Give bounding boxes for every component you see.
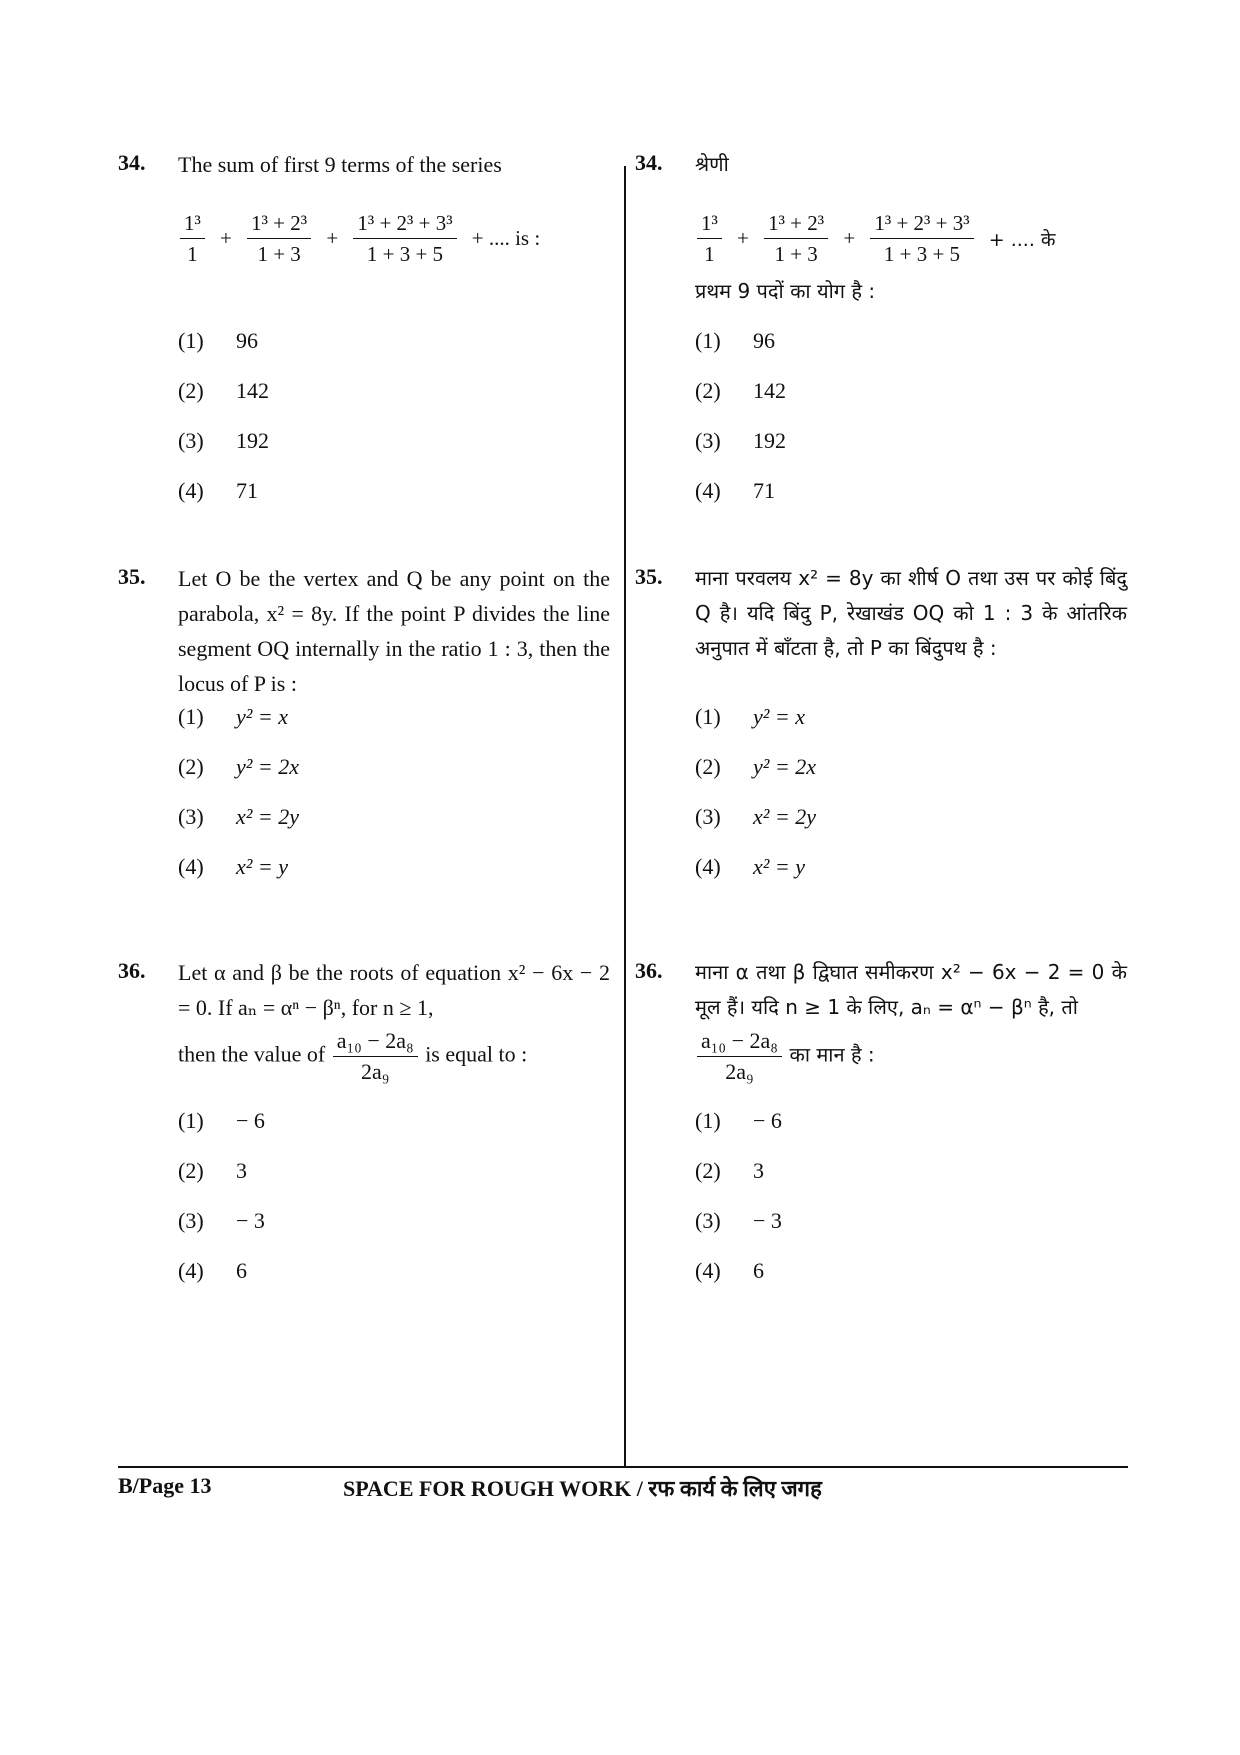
option-4[interactable]: (4) 6 bbox=[695, 1258, 764, 1283]
question-text: Let α and β be the roots of equation x² − 6x − 2 = 0. If aₙ = αⁿ − βⁿ, for n ≥ 1, bbox=[178, 960, 610, 1020]
series-tail: + .... is : bbox=[471, 226, 541, 250]
option-4[interactable]: (4) 71 bbox=[695, 478, 775, 503]
option-3[interactable]: (3) 192 bbox=[178, 428, 269, 453]
question-text-after: प्रथम 9 पदों का योग है : bbox=[695, 279, 876, 303]
question-number: 34. bbox=[635, 150, 663, 175]
option-4[interactable]: (4) 71 bbox=[178, 478, 258, 503]
question-number: 36. bbox=[635, 958, 663, 983]
option-3[interactable]: (3) − 3 bbox=[178, 1208, 265, 1233]
option-2[interactable]: (2) 3 bbox=[695, 1158, 764, 1183]
option-2[interactable]: (2) y² = 2x bbox=[178, 754, 299, 779]
fraction-term-1: $\frac{\text{1³}}{1}$ bbox=[697, 208, 722, 269]
option-3[interactable]: (3) x² = 2y bbox=[178, 804, 299, 829]
option-3[interactable]: (3) x² = 2y bbox=[695, 804, 816, 829]
question-number: 35. bbox=[118, 564, 146, 589]
question-number: 34. bbox=[118, 150, 146, 175]
rough-work-label: SPACE FOR ROUGH WORK / रफ कार्य के लिए जगह bbox=[343, 1476, 822, 1501]
fraction-term-2: $\frac{\text{1³ + 2³}}{1 + 3}$ bbox=[764, 208, 828, 269]
fraction-expression: $\frac{\text{a₁₀ − 2a₈}}{\text{2a₉}}$ bbox=[333, 1026, 418, 1087]
question-number: 36. bbox=[118, 958, 146, 983]
series-expression: $\frac{\text{1³}}{1}$ + $\frac{\text{1³ + 2³}}{1 + 3}$ + $\frac{\text{1³ + 2³ + 3³}}{1 + 3 + 5}$ + .... के bbox=[695, 208, 1064, 269]
option-1[interactable]: (1) 96 bbox=[178, 328, 258, 353]
question-text: The sum of first 9 terms of the series bbox=[178, 152, 502, 177]
option-2[interactable]: (2) 142 bbox=[178, 378, 269, 403]
option-1[interactable]: (1) y² = x bbox=[178, 704, 288, 729]
option-4[interactable]: (4) x² = y bbox=[178, 854, 288, 879]
column-divider bbox=[624, 166, 626, 1466]
fraction-term-3: $\frac{\text{1³ + 2³ + 3³}}{1 + 3 + 5}$ bbox=[353, 208, 456, 269]
option-1[interactable]: (1) − 6 bbox=[695, 1108, 782, 1133]
question-text: माना α तथा β द्विघात समीकरण x² − 6x − 2 = 0 के मूल हैं। यदि n ≥ 1 के लिए, aₙ = αⁿ − βⁿ है, तो bbox=[695, 960, 1127, 1019]
fraction-expression: $\frac{\text{a₁₀ − 2a₈}}{\text{2a₉}}$ bbox=[697, 1026, 782, 1087]
page-number: B/Page 13 bbox=[118, 1473, 212, 1498]
series-expression: $\frac{\text{1³}}{1}$ + $\frac{\text{1³ + 2³}}{1 + 3}$ + $\frac{\text{1³ + 2³ + 3³}}{1 + 3 + 5}$ + .... is : bbox=[178, 208, 548, 269]
option-2[interactable]: (2) 142 bbox=[695, 378, 786, 403]
option-3[interactable]: (3) − 3 bbox=[695, 1208, 782, 1233]
option-1[interactable]: (1) − 6 bbox=[178, 1108, 265, 1133]
option-4[interactable]: (4) 6 bbox=[178, 1258, 247, 1283]
option-4[interactable]: (4) x² = y bbox=[695, 854, 805, 879]
option-2[interactable]: (2) 3 bbox=[178, 1158, 247, 1183]
question-number: 35. bbox=[635, 564, 663, 589]
option-1[interactable]: (1) y² = x bbox=[695, 704, 805, 729]
fraction-term-2: $\frac{\text{1³ + 2³}}{1 + 3}$ bbox=[247, 208, 311, 269]
question-text: माना परवलय x² = 8y का शीर्ष O तथा उस पर कोई बिंदु Q है। यदि बिंदु P, रेखाखंड OQ को 1 : 3 के आंतरिक अनुपात में बाँटता है, तो P का बिंदुपथ है : bbox=[695, 566, 1127, 660]
question-text-line: $\frac{\text{a₁₀ − 2a₈}}{\text{2a₉}}$ का मान है : bbox=[695, 1026, 1127, 1087]
question-text: Let O be the vertex and Q be any point on the parabola, x² = 8y. If the point P divides the line segment OQ internally in the ratio 1 : 3, then the locus of P is : bbox=[178, 566, 610, 696]
fraction-term-1: $\frac{\text{1³}}{1}$ bbox=[180, 208, 205, 269]
footer-rule bbox=[118, 1466, 1128, 1468]
series-tail: + .... के bbox=[988, 228, 1056, 251]
fraction-term-3: $\frac{\text{1³ + 2³ + 3³}}{1 + 3 + 5}$ bbox=[870, 208, 973, 269]
question-text: श्रेणी bbox=[695, 152, 729, 176]
option-3[interactable]: (3) 192 bbox=[695, 428, 786, 453]
option-1[interactable]: (1) 96 bbox=[695, 328, 775, 353]
option-2[interactable]: (2) y² = 2x bbox=[695, 754, 816, 779]
question-text-line: then the value of $\frac{\text{a₁₀ − 2a₈}}{\text{2a₉}}$ is equal to : bbox=[178, 1026, 610, 1087]
